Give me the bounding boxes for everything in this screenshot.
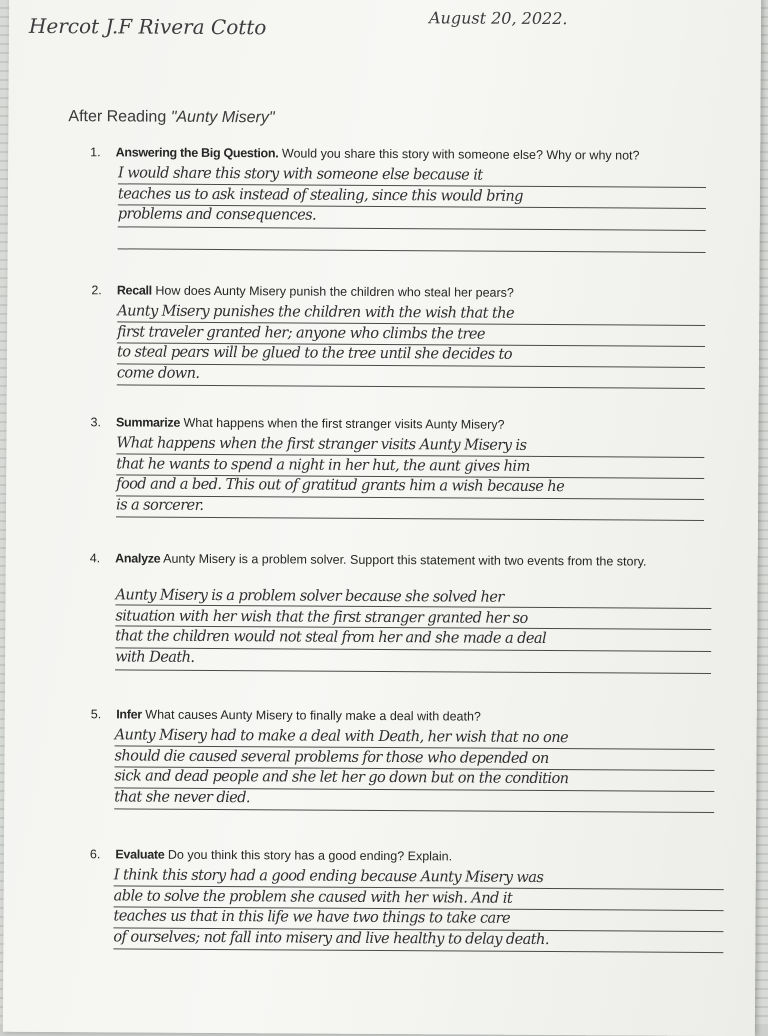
question-keyword: Answering the Big Question. — [115, 145, 279, 161]
answer-line: Aunty Misery punishes the children with the wish that the — [117, 301, 515, 322]
question-number: 1. — [90, 145, 101, 160]
answer-line: teaches us to ask instead of stealing, since this would bring — [117, 183, 523, 205]
answer-1 — [118, 162, 768, 228]
answer-line: situation with her wish that the first stranger granted her so — [115, 605, 528, 627]
answer-line: sick and dead people and she let her go down but on the condition — [114, 766, 569, 788]
answer-line: Aunty Misery had to make a deal with Death, her wish that no one — [114, 725, 569, 747]
answer-line: should die caused several problems for those who depended on — [114, 745, 549, 767]
question-keyword: Analyze — [115, 551, 161, 566]
question-keyword: Infer — [116, 707, 142, 722]
question-keyword: Summarize — [115, 415, 181, 430]
answer-line: I think this story had a good ending because Aunty Misery was — [113, 865, 544, 886]
title-prefix: After Reading — [68, 108, 167, 126]
answer-line: problems and consequences. — [117, 204, 317, 224]
question-number: 4. — [89, 551, 101, 566]
answer-line: is a sorcerer. — [116, 494, 204, 514]
title-story: "Aunty Misery" — [170, 108, 275, 127]
question-4 — [90, 548, 700, 572]
worksheet-title — [68, 108, 274, 127]
answer-line: of ourselves; not fall into misery and live healthy to delay death. — [113, 926, 549, 948]
student-name: Hercot J.F Rivera Cotto — [28, 13, 267, 40]
answer-line: that the children would not steal from her and she made a deal — [115, 626, 547, 648]
answer-line: come down. — [116, 362, 200, 382]
question-number: 3. — [90, 415, 102, 430]
answer-line: teaches us that in this life we have two things to take care — [113, 906, 511, 927]
question-text: What happens when the first stranger visits Aunty Misery? — [183, 415, 505, 432]
question-keyword: Recall — [116, 283, 152, 298]
answer-line: able to solve the problem she caused with her wish. And it — [113, 885, 513, 907]
question-number: 2. — [91, 283, 102, 298]
answer-line: with Death. — [115, 646, 195, 666]
answer-line: that she never died. — [114, 786, 251, 806]
question-text: Do you think this story has a good ending? Explain. — [167, 847, 453, 864]
date: August 20, 2022. — [428, 8, 568, 29]
answer-line: that he wants to spend a night in her hut, the aunt gives him — [116, 453, 530, 475]
question-text: Aunty Misery is a problem solver. Support this statement with two events from the story. — [163, 551, 647, 569]
answer-line: to steal pears will be glued to the tree until she decides to — [116, 342, 513, 363]
question-text: What causes Aunty Misery to finally make a deal with death? — [145, 707, 481, 724]
worksheet-paper — [3, 0, 761, 1036]
question-keyword: Evaluate — [115, 847, 165, 862]
question-text: How does Aunty Misery punish the children who steal her pears? — [155, 283, 514, 300]
question-number: 5. — [90, 707, 102, 722]
answer-line: first traveler granted her; anyone who climbs the tree — [117, 321, 485, 343]
answer-rule — [118, 248, 706, 253]
question-text: Would you share this story with someone else? Why or why not? — [281, 146, 640, 163]
answer-line: Aunty Misery is a problem solver because she solved her — [115, 585, 504, 606]
answer-line: I would share this story with someone else because it — [118, 163, 483, 184]
question-number: 6. — [89, 847, 101, 862]
answer-line: What happens when the first stranger visits Aunty Misery is — [116, 433, 527, 454]
answer-rule — [115, 669, 711, 674]
answer-line: food and a bed. This out of gratitud grants him a wish because he — [116, 474, 565, 496]
answer-rule — [118, 226, 706, 231]
